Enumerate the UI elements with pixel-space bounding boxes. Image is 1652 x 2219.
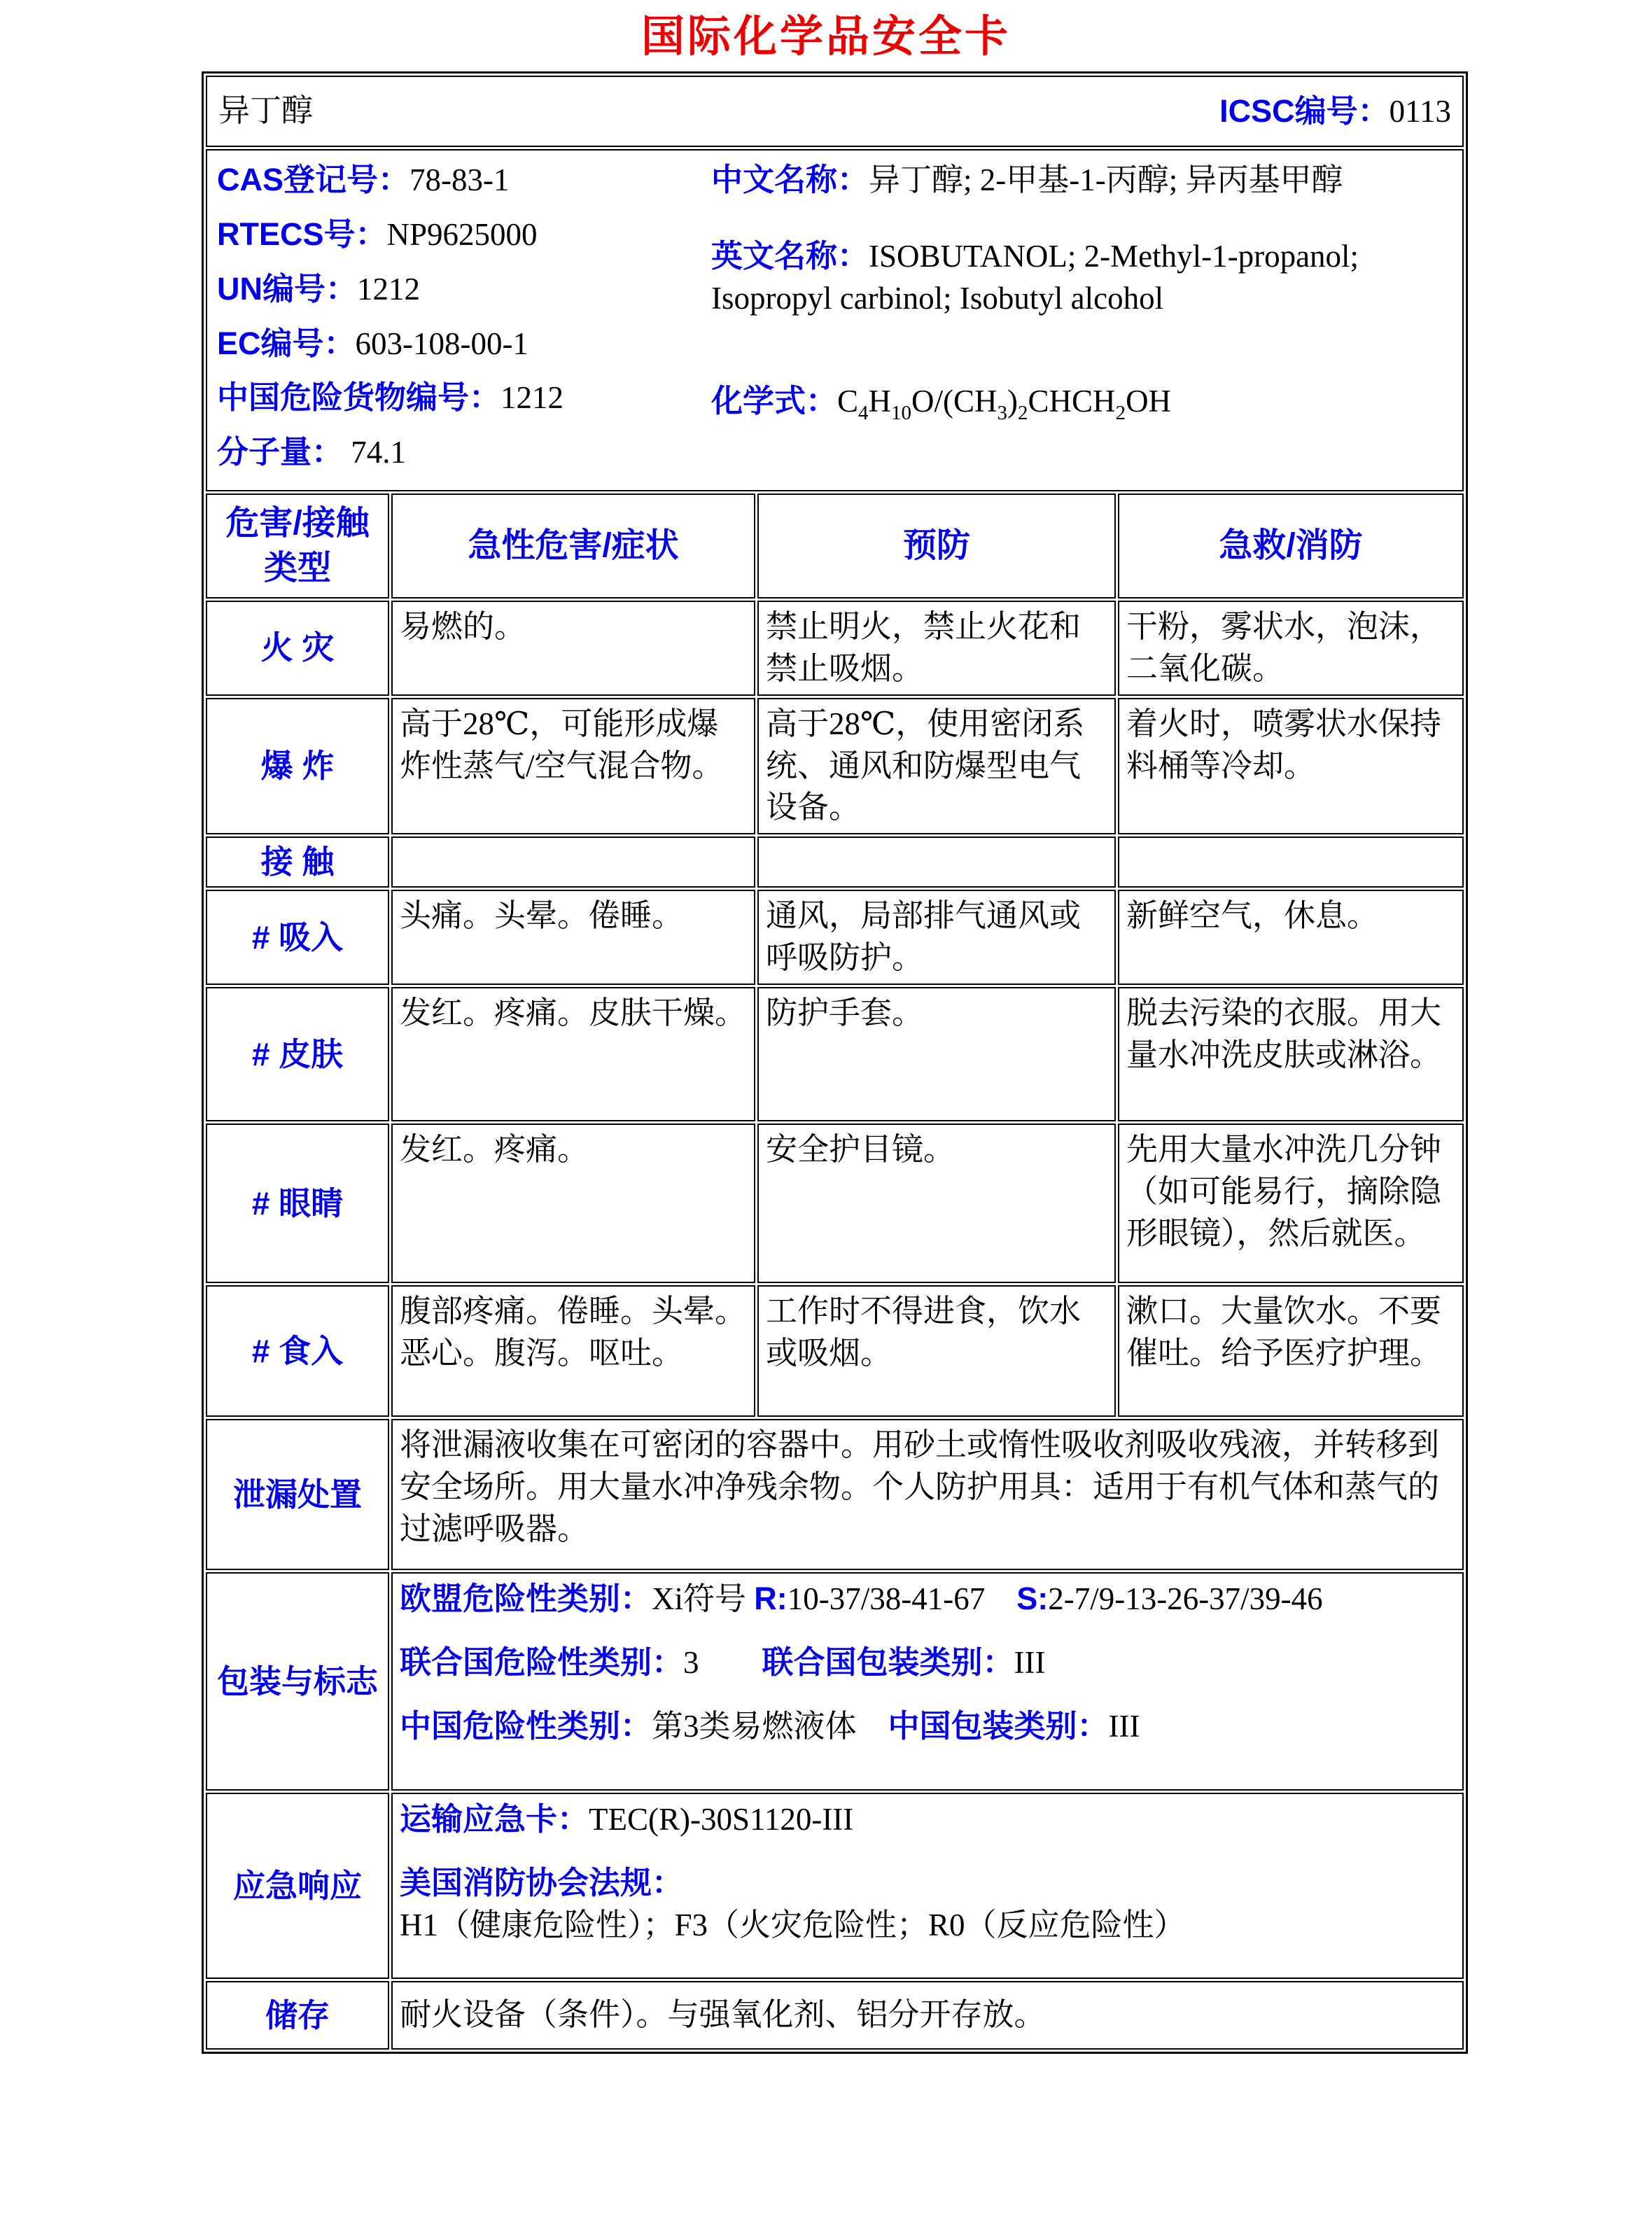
table-header-row (206, 493, 1464, 598)
identifiers-cell (206, 149, 1464, 491)
eyes-prevention: 安全护目镜。 (757, 1124, 1116, 1283)
china-classification: 中国危险性类别：第3类易燃液体 中国包装类别：III (400, 1707, 1140, 1744)
explosion-prevention: 高于28℃，使用密闭系统、通风和防爆型电气设备。 (757, 698, 1116, 835)
table-row-eyes (206, 1124, 1464, 1283)
china-dangerous-goods-number: 中国危险货物编号：1212 (217, 379, 564, 416)
row-label-emergency: 应急响应 (206, 1793, 389, 1979)
table-row-spill (206, 1419, 1464, 1570)
chemical-formula-value: $C_4H_{10}O/(CH_3)_2CHCH_2OH$ (837, 383, 1172, 424)
cas-number: CAS登记号：78-83-1 (217, 162, 510, 197)
icsc-card-table (202, 71, 1468, 2054)
inhalation-symptoms: 头痛。头晕。倦睡。 (391, 890, 755, 985)
inhalation-response: 新鲜空气，休息。 (1118, 890, 1464, 985)
page-title: 国际化学品安全卡 (640, 13, 1011, 61)
row-label-skin: # 皮肤 (206, 987, 389, 1121)
exposure-symptoms (391, 836, 755, 888)
table-row-packaging (206, 1572, 1464, 1791)
transport-emergency-card: 运输应急卡：TEC(R)-30S1120-III (400, 1801, 854, 1837)
row-label-eyes: # 眼睛 (206, 1124, 389, 1283)
skin-response: 脱去污染的衣服。用大量水冲洗皮肤或淋浴。 (1118, 987, 1464, 1121)
rtecs-number: RTECS号：NP9625000 (217, 216, 538, 252)
molecular-weight: 分子量： 74.1 (217, 434, 407, 470)
chemical-formula: 化学式：$C_4H_{10}O/(CH_3)_2CHCH_2OH$ (711, 382, 1172, 424)
table-row-explosion (206, 698, 1464, 835)
ingestion-prevention: 工作时不得进食，饮水或吸烟。 (757, 1285, 1116, 1417)
ingestion-symptoms: 腹部疼痛。倦睡。头晕。恶心。腹泻。呕吐。 (391, 1285, 755, 1417)
row-label-ingestion: # 食入 (206, 1285, 389, 1417)
table-row-inhalation (206, 890, 1464, 985)
eu-classification: 欧盟危险性类别：Xi符号 R:10-37/38-41-67 S:2-7/9-13-26-37/39-46 (400, 1581, 1323, 1617)
table-row-storage (206, 1981, 1464, 2050)
un-number: UN编号：1212 (217, 270, 420, 307)
skin-symptoms: 发红。疼痛。皮肤干燥。 (391, 987, 755, 1121)
ec-number: EC编号：603-108-00-1 (217, 325, 528, 361)
row-label-exposure: 接 触 (206, 836, 389, 888)
eyes-symptoms: 发红。疼痛。 (391, 1124, 755, 1283)
row-label-fire: 火 灾 (206, 601, 389, 696)
english-name: 英文名称：ISOBUTANOL; 2-Methyl-1-propanol; Isopropyl carbinol; Isobutyl alcohol (711, 237, 1359, 316)
row-label-packaging: 包装与标志 (206, 1572, 389, 1791)
inhalation-prevention: 通风，局部排气通风或呼吸防护。 (757, 890, 1116, 985)
fire-symptoms: 易燃的。 (391, 601, 755, 696)
exposure-prevention (757, 836, 1116, 888)
row-label-storage: 储存 (206, 1981, 389, 2050)
explosion-response: 着火时，喷雾状水保持料桶等冷却。 (1118, 698, 1464, 835)
icsc-number-label: ICSC编号： (1219, 92, 1390, 129)
table-row (206, 149, 1464, 491)
table-row-emergency (206, 1793, 1464, 1979)
icsc-number-value: 0113 (1389, 93, 1451, 129)
table-row-exposure (206, 836, 1464, 888)
nfpa-code: 美国消防协会法规：H1（健康危险性）；F3（火灾危险性；R0（反应危险性） (400, 1864, 1186, 1942)
icsc-number (1219, 90, 1451, 133)
table-row-skin (206, 987, 1464, 1121)
column-header-first-aid: 急救/消防 (1118, 493, 1464, 598)
chinese-name: 中文名称：异丁醇; 2-甲基-1-丙醇; 异丙基甲醇 (711, 162, 1343, 197)
fire-response: 干粉，雾状水，泡沫，二氧化碳。 (1118, 601, 1464, 696)
skin-prevention: 防护手套。 (757, 987, 1116, 1121)
row-label-spill: 泄漏处置 (206, 1419, 389, 1570)
spill-text: 将泄漏液收集在可密闭的容器中。用砂土或惰性吸收剂吸收残液，并转移到安全场所。用大量水冲净残余物。个人防护用具：适用于有机气体和蒸气的过滤呼吸器。 (391, 1419, 1464, 1570)
column-header-prevention: 预防 (757, 493, 1116, 598)
row-label-inhalation: # 吸入 (206, 890, 389, 985)
table-row (206, 76, 1464, 147)
name-and-formula-block (707, 155, 1455, 486)
fire-prevention: 禁止明火，禁止火花和禁止吸烟。 (757, 601, 1116, 696)
column-header-symptoms: 急性危害/症状 (391, 493, 755, 598)
identifier-list (214, 155, 707, 486)
emergency-content (391, 1793, 1464, 1979)
row-label-explosion: 爆 炸 (206, 698, 389, 835)
exposure-response (1118, 836, 1464, 888)
column-header-hazard-type: 危害/接触类型 (206, 493, 389, 598)
packaging-content (391, 1572, 1464, 1791)
storage-text: 耐火设备（条件）。与强氧化剂、铝分开存放。 (391, 1981, 1464, 2050)
explosion-symptoms: 高于28℃，可能形成爆炸性蒸气/空气混合物。 (391, 698, 755, 835)
table-row-fire (206, 601, 1464, 696)
name-row-cell (206, 76, 1464, 147)
un-classification: 联合国危险性类别：3 联合国包装类别：III (400, 1644, 1046, 1680)
substance-name: 异丁醇 (218, 93, 314, 129)
table-row-ingestion (206, 1285, 1464, 1417)
eyes-response: 先用大量水冲洗几分钟（如可能易行，摘除隐形眼镜），然后就医。 (1118, 1124, 1464, 1283)
ingestion-response: 漱口。大量饮水。不要催吐。给予医疗护理。 (1118, 1285, 1464, 1417)
